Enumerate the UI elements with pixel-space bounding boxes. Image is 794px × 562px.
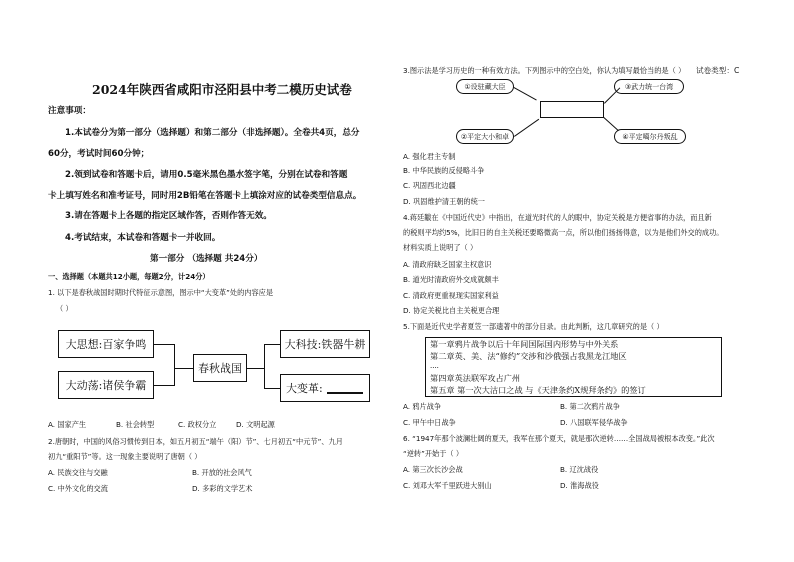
answer-blank <box>327 392 363 394</box>
connector <box>154 344 174 345</box>
q6-stem: 6. “1947年那个波澜壮阔的夏天，我军在那个夏天，就是那次逆转……全国战局被根本改变。”此次 <box>403 434 715 443</box>
q3-item-4: ④平定噶尔丹叛乱 <box>614 129 686 144</box>
q5-stem: 5.下面是近代史学者夏笠一部遗著中的部分目录。由此判断，这几章研究的是（ ） <box>403 322 664 331</box>
q3-stem: 3.图示法是学习历史的一种有效方法。下列图示中的空白处，你认为填写最恰当的是（ ） <box>403 66 686 75</box>
q6-option-c: C. 刘邓大军千里跃进大别山 <box>403 481 492 490</box>
connector <box>247 368 264 369</box>
connector <box>264 388 280 389</box>
note-line: 4.考试结束，本试卷和答题卡一并收回。 <box>65 233 221 243</box>
q3-item-3: ③武力统一台湾 <box>614 79 684 94</box>
q2-option-d: D. 多彩的文学艺术 <box>192 484 253 493</box>
toc-line: 第一章鸦片战争以后十年间国际国内形势与中外关系 <box>430 339 619 349</box>
connector <box>514 87 537 100</box>
exam-title: 2024年陕西省咸阳市泾阳县中考二模历史试卷 <box>92 82 352 97</box>
q4-option-c: C. 清政府更重视现实国家利益 <box>403 291 499 300</box>
q3-option-a: A. 强化君主专制 <box>403 152 456 161</box>
paper-type: 试卷类型：C <box>696 66 740 75</box>
q2-option-c: C. 中外文化的交流 <box>48 484 108 493</box>
toc-line: .... <box>430 362 439 370</box>
q2-option-b: B. 开放的社会风气 <box>192 468 252 477</box>
diagram-right-bottom <box>280 374 370 402</box>
connector <box>154 385 174 386</box>
q4-option-b: B. 道光时清政府外交成就颇丰 <box>403 275 499 284</box>
q1-option-d: D. 文明起源 <box>236 420 275 429</box>
diagram-right-bottom-label: 大变革: <box>286 382 323 395</box>
connector <box>174 344 175 386</box>
q4-stem: 的税则平均约5%，比旧日的自主关税还要略微高一点，所以他们扬扬得意，以为是他们外交的成功。 <box>403 228 724 237</box>
q1-option-b: B. 社会转型 <box>116 420 155 429</box>
connector <box>604 87 620 103</box>
notes-heading: 注意事项： <box>48 106 91 116</box>
connector <box>174 368 193 369</box>
q3-option-b: B. 中华民族的反侵略斗争 <box>403 166 485 175</box>
q1-paren: （ ） <box>56 304 73 313</box>
connector <box>264 344 280 345</box>
q2-stem: 初九“重阳节”等。这一现象主要说明了唐朝（ ） <box>48 452 202 461</box>
q5-option-d: D. 八国联军侵华战争 <box>560 418 628 427</box>
q5-option-c: C. 甲午中日战争 <box>403 418 456 427</box>
diagram-right-top: 大科技:铁器牛耕 <box>280 330 370 358</box>
part-heading: 第一部分 （选择题 共24分） <box>150 254 263 264</box>
connector <box>264 344 265 389</box>
note-line: 60分，考试时间60分钟； <box>48 149 150 159</box>
note-line: 卡上填写姓名和准考证号，同时用2B铅笔在答题卡上填涂对应的试卷类型信息点。 <box>48 191 362 201</box>
toc-line: 第五章 第一次大沽口之战 与《天津条约X规拜条约》的签订 <box>430 385 646 395</box>
q1-option-c: C. 政权分立 <box>178 420 217 429</box>
note-line: 3.请在答题卡上各题的指定区域作答，否则作答无效。 <box>65 211 272 221</box>
q4-stem: 材料实质上说明了（ ） <box>403 243 478 252</box>
note-line: 2.领到试卷和答题卡后，请用0.5毫米黑色墨水签字笔，分别在试卷和答题 <box>65 170 348 180</box>
q3-item-2: ②平定大小和卓 <box>456 129 514 144</box>
section-heading: 一、选择题（本题共12小题，每题2分，计24分） <box>48 272 210 281</box>
q4-stem: 4.蒋廷黻在《中国近代史》中指出，在道光时代的人的眼中，协定关税是方便省事的办法，而且新 <box>403 213 712 222</box>
q3-item-1: ①设驻藏大臣 <box>456 79 514 94</box>
q3-option-c: C. 巩固西北边疆 <box>403 181 456 190</box>
diagram-left-bottom: 大动荡:诸侯争霸 <box>58 371 154 399</box>
diagram-left-top: 大思想:百家争鸣 <box>58 330 154 358</box>
connector <box>603 117 619 131</box>
q5-option-a: A. 鸦片战争 <box>403 402 442 411</box>
q6-option-d: D. 淮海战役 <box>560 481 599 490</box>
toc-line: 第四章英法联军攻占广州 <box>430 373 521 383</box>
q5-option-b: B. 第二次鸦片战争 <box>560 402 620 411</box>
connector <box>514 119 539 137</box>
q6-option-a: A. 第三次长沙会战 <box>403 465 463 474</box>
toc-line: 第二章英、美、法“修约”交涉和沙俄强占我黑龙江地区 <box>430 351 627 361</box>
diagram-center: 春秋战国 <box>193 354 247 382</box>
q4-option-a: A. 清政府缺乏国家主权意识 <box>403 260 492 269</box>
q4-option-d: D. 协定关税比自主关税更合理 <box>403 306 500 315</box>
q2-option-a: A. 民族交往与交融 <box>48 468 108 477</box>
q1-stem: 1. 以下是春秋战国时期时代特征示意图，图示中“大变革”处的内容应是 <box>48 288 274 297</box>
note-line: 1.本试卷分为第一部分（选择题）和第二部分（非选择题）。全卷共4页，总分 <box>65 128 360 138</box>
q2-stem: 2.唐朝时，中国的风俗习惯传到日本，如五月初五“端午（阳）节”、七月初五“中元节”、九月 <box>48 437 343 446</box>
q3-option-d: D. 巩固维护清王朝的统一 <box>403 197 485 206</box>
q6-option-b: B. 辽沈战役 <box>560 465 599 474</box>
q3-blank-box <box>540 101 604 118</box>
q6-stem: “逆转”开始于（ ） <box>403 449 464 458</box>
q1-option-a: A. 国家产生 <box>48 420 87 429</box>
